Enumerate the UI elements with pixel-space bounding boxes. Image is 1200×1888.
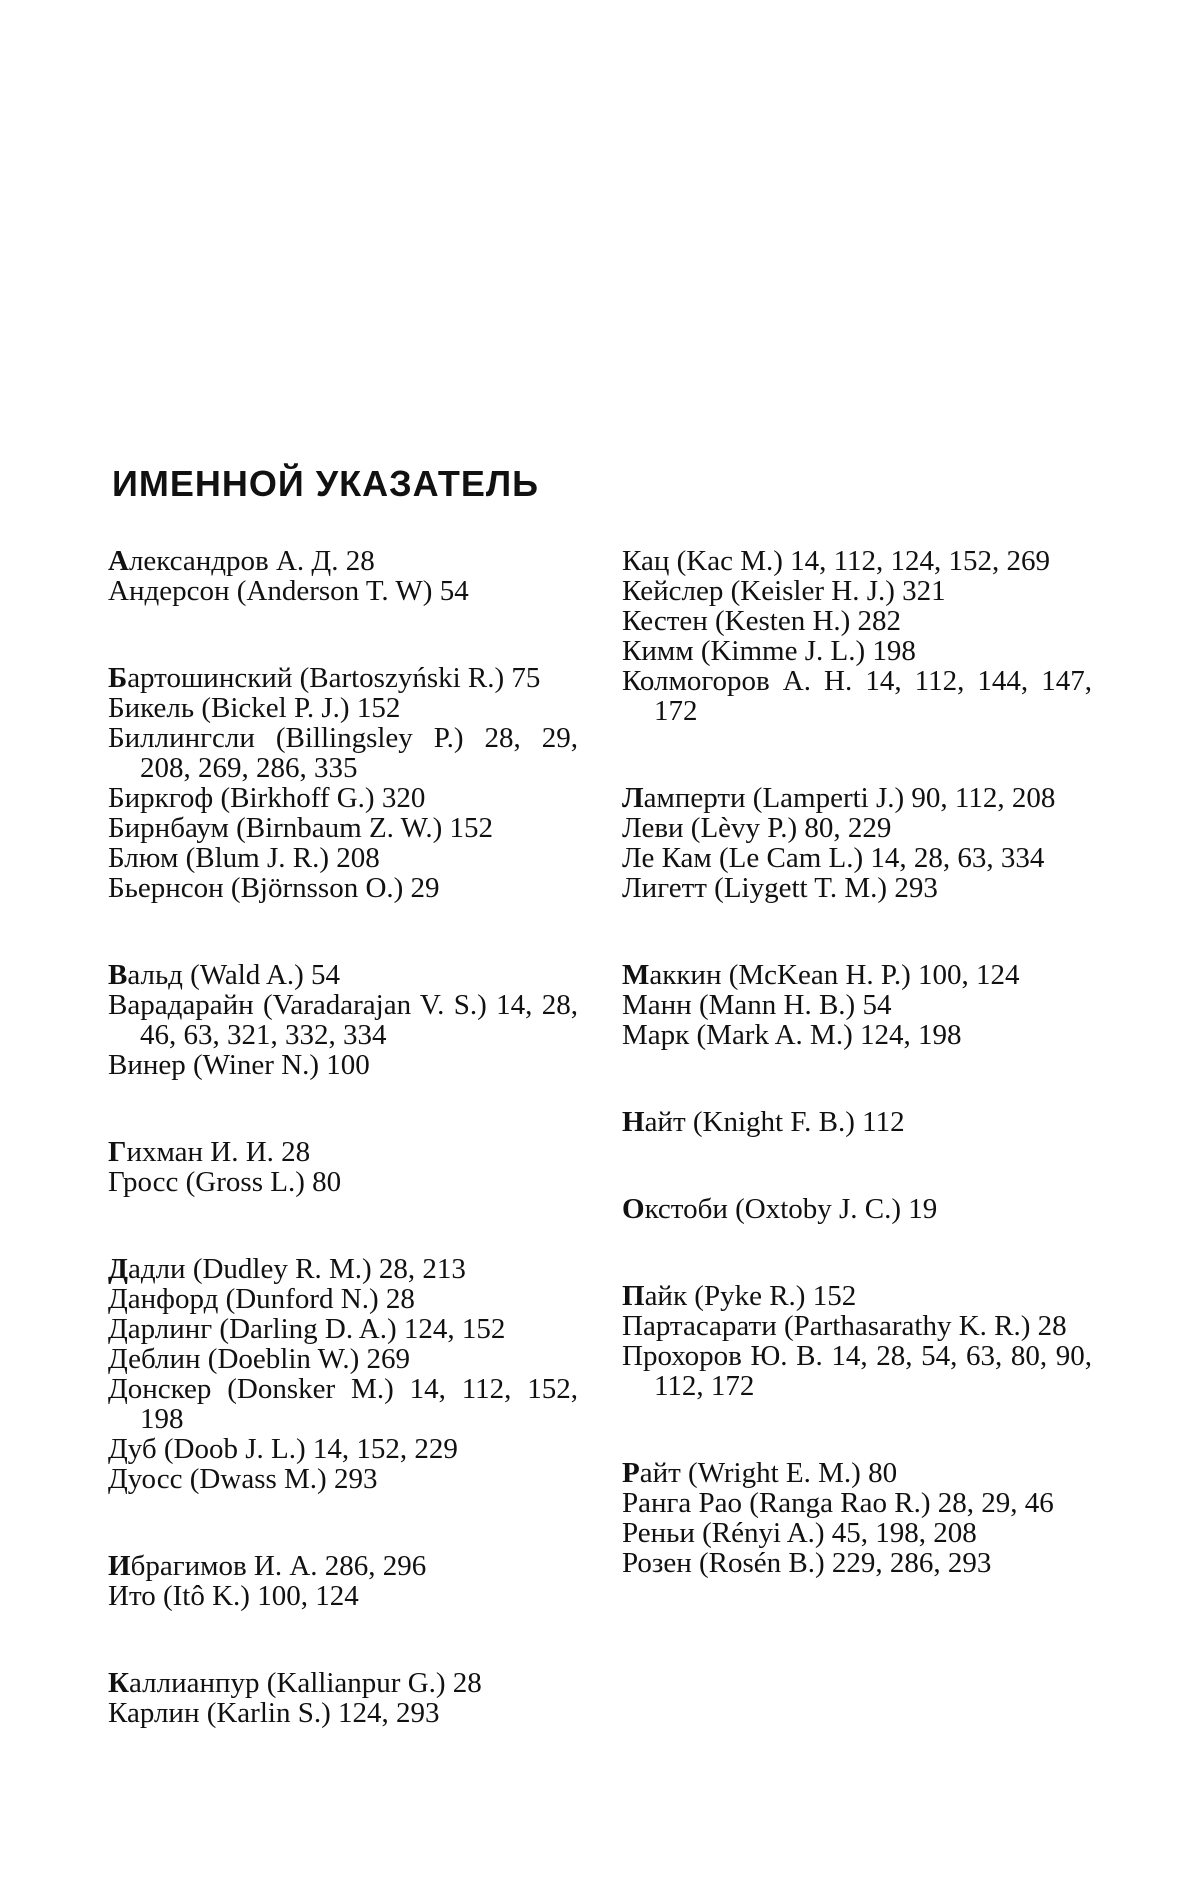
index-entry bbox=[622, 1107, 1092, 1137]
entry-text: Деблин (Doeblin W.) 269 bbox=[108, 1343, 410, 1375]
entry-text: Лигетт (Liygett T. M.) 293 bbox=[622, 872, 938, 904]
entry-initial-letter: Г bbox=[108, 1136, 127, 1168]
index-entry bbox=[108, 1050, 578, 1080]
index-group-Р bbox=[622, 1458, 1092, 1578]
entry-initial-letter: Н bbox=[622, 1106, 645, 1138]
entry-text: Кац (Kac M.) 14, 112, 124, 152, 269 bbox=[622, 545, 1051, 577]
page-title: ИМЕННОЙ УКАЗАТЕЛЬ bbox=[112, 463, 540, 504]
index-entry bbox=[622, 606, 1092, 636]
index-entry bbox=[108, 843, 578, 873]
index-entry bbox=[108, 1581, 578, 1611]
entry-text: Бикель (Bickel P. J.) 152 bbox=[108, 692, 401, 724]
entry-text: аллианпур (Kallianpur G.) 28 bbox=[129, 1667, 482, 1699]
entry-text: артошинский (Bartoszyński R.) 75 bbox=[127, 662, 541, 694]
entry-text: Розен (Rosén B.) 229, 286, 293 bbox=[622, 1547, 992, 1579]
index-entry bbox=[622, 1458, 1092, 1488]
index-entry bbox=[622, 1548, 1092, 1578]
index-entry bbox=[622, 873, 1092, 903]
entry-text: Биркгоф (Birkhoff G.) 320 bbox=[108, 782, 426, 814]
entry-text: Колмогоров А. Н. 14, 112, 144, 147, 172 bbox=[622, 665, 1092, 727]
entry-initial-letter: О bbox=[622, 1193, 645, 1225]
entry-text: Реньи (Rényi A.) 45, 198, 208 bbox=[622, 1517, 977, 1549]
index-entry bbox=[108, 1698, 578, 1728]
entry-text: Кестен (Kesten H.) 282 bbox=[622, 605, 902, 637]
index-entry bbox=[108, 1668, 578, 1698]
index-group-О bbox=[622, 1194, 1092, 1224]
entry-initial-letter: Д bbox=[108, 1253, 128, 1285]
entry-initial-letter: П bbox=[622, 1280, 645, 1312]
index-entry bbox=[108, 1374, 578, 1434]
entry-text: Винер (Winer N.) 100 bbox=[108, 1049, 370, 1081]
index-entry bbox=[622, 1020, 1092, 1050]
index-entry bbox=[622, 636, 1092, 666]
entry-text: айт (Wright E. M.) 80 bbox=[639, 1457, 898, 1489]
index-entry bbox=[108, 1167, 578, 1197]
index-entry bbox=[108, 873, 578, 903]
index-group-И bbox=[108, 1551, 578, 1611]
entry-text: Данфорд (Dunford N.) 28 bbox=[108, 1283, 415, 1315]
entry-text: Прохоров Ю. В. 14, 28, 54, 63, 80, 90, 112, 172 bbox=[622, 1340, 1092, 1402]
index-entry bbox=[622, 1281, 1092, 1311]
entry-initial-letter: И bbox=[108, 1550, 131, 1582]
entry-initial-letter: А bbox=[108, 545, 129, 577]
entry-text: Дуосс (Dwass M.) 293 bbox=[108, 1463, 378, 1495]
entry-text: Карлин (Karlin S.) 124, 293 bbox=[108, 1697, 440, 1729]
index-entry bbox=[108, 990, 578, 1050]
index-entry bbox=[622, 990, 1092, 1020]
entry-text: брагимов И. А. 286, 296 bbox=[130, 1550, 427, 1582]
index-entry bbox=[108, 1344, 578, 1374]
index-entry bbox=[108, 576, 578, 606]
index-entry bbox=[622, 783, 1092, 813]
index-entry bbox=[108, 783, 578, 813]
entry-text: Биллингсли (Billingsley P.) 28, 29, 208, 269, 286, 335 bbox=[108, 722, 578, 784]
index-group-А bbox=[108, 546, 578, 606]
entry-text: Гросс (Gross L.) 80 bbox=[108, 1166, 342, 1198]
index-entry bbox=[108, 1464, 578, 1494]
index-entry bbox=[108, 1284, 578, 1314]
index-entry bbox=[622, 576, 1092, 606]
entry-text: Манн (Mann H. B.) 54 bbox=[622, 989, 892, 1021]
index-entry bbox=[622, 666, 1092, 726]
entry-text: Ито (Itô K.) 100, 124 bbox=[108, 1580, 359, 1612]
entry-text: Дуб (Doob J. L.) 14, 152, 229 bbox=[108, 1433, 458, 1465]
entry-text: Леви (Lèvy P.) 80, 229 bbox=[622, 812, 892, 844]
index-entry bbox=[108, 813, 578, 843]
entry-text: кстоби (Oxtoby J. C.) 19 bbox=[644, 1193, 938, 1225]
index-column-left bbox=[108, 546, 578, 1785]
entry-text: Ранга Рао (Ranga Rao R.) 28, 29, 46 bbox=[622, 1487, 1054, 1519]
index-entry bbox=[108, 1434, 578, 1464]
index-entry bbox=[108, 723, 578, 783]
entry-text: Донскер (Donsker M.) 14, 112, 152, 198 bbox=[108, 1373, 578, 1435]
entry-text: адли (Dudley R. M.) 28, 213 bbox=[127, 1253, 466, 1285]
index-entry bbox=[108, 693, 578, 723]
entry-text: аккин (McKean H. P.) 100, 124 bbox=[649, 959, 1020, 991]
index-entry bbox=[622, 546, 1092, 576]
index-group-В bbox=[108, 960, 578, 1080]
entry-text: Бирнбаум (Birnbaum Z. W.) 152 bbox=[108, 812, 494, 844]
entry-text: Дарлинг (Darling D. A.) 124, 152 bbox=[108, 1313, 506, 1345]
index-group-М bbox=[622, 960, 1092, 1050]
index-entry bbox=[622, 1311, 1092, 1341]
entry-text: айт (Knight F. B.) 112 bbox=[644, 1106, 905, 1138]
index-group-К bbox=[622, 546, 1092, 726]
entry-text: альд (Wald A.) 54 bbox=[127, 959, 341, 991]
entry-initial-letter: М bbox=[622, 959, 650, 991]
entry-text: Кейслер (Keisler H. J.) 321 bbox=[622, 575, 946, 607]
entry-text: Кимм (Kimme J. L.) 198 bbox=[622, 635, 916, 667]
index-group-Н bbox=[622, 1107, 1092, 1137]
entry-text: Партасарати (Parthasarathy K. R.) 28 bbox=[622, 1310, 1067, 1342]
entry-text: Марк (Mark A. M.) 124, 198 bbox=[622, 1019, 962, 1051]
index-group-П bbox=[622, 1281, 1092, 1401]
index-column-right bbox=[622, 546, 1092, 1635]
entry-initial-letter: К bbox=[108, 1667, 130, 1699]
index-entry bbox=[622, 813, 1092, 843]
entry-text: ихман И. И. 28 bbox=[126, 1136, 311, 1168]
index-group-Г bbox=[108, 1137, 578, 1197]
entry-text: лександров А. Д. 28 bbox=[128, 545, 375, 577]
index-entry bbox=[622, 1488, 1092, 1518]
index-entry bbox=[622, 1341, 1092, 1401]
entry-text: амперти (Lamperti J.) 90, 112, 208 bbox=[643, 782, 1056, 814]
entry-text: Ле Кам (Le Cam L.) 14, 28, 63, 334 bbox=[622, 842, 1045, 874]
index-entry bbox=[622, 1194, 1092, 1224]
index-group-Б bbox=[108, 663, 578, 903]
index-entry bbox=[108, 1551, 578, 1581]
entry-initial-letter: Л bbox=[622, 782, 644, 814]
entry-text: Андерсон (Anderson T. W) 54 bbox=[108, 575, 469, 607]
index-entry bbox=[622, 1518, 1092, 1548]
index-entry bbox=[622, 843, 1092, 873]
entry-text: Варадарайн (Varadarajan V. S.) 14, 28, 46, 63, 321, 332, 334 bbox=[108, 989, 578, 1051]
index-entry bbox=[108, 1254, 578, 1284]
index-entry bbox=[108, 1314, 578, 1344]
index-entry bbox=[108, 546, 578, 576]
index-entry bbox=[622, 960, 1092, 990]
index-entry bbox=[108, 663, 578, 693]
index-group-К bbox=[108, 1668, 578, 1728]
entry-text: Бьернсон (Björnsson O.) 29 bbox=[108, 872, 440, 904]
entry-text: айк (Pyke R.) 152 bbox=[644, 1280, 857, 1312]
entry-text: Блюм (Blum J. R.) 208 bbox=[108, 842, 380, 874]
entry-initial-letter: В bbox=[108, 959, 128, 991]
index-group-Д bbox=[108, 1254, 578, 1494]
entry-initial-letter: Р bbox=[622, 1457, 640, 1489]
index-entry bbox=[108, 1137, 578, 1167]
index-group-Л bbox=[622, 783, 1092, 903]
index-entry bbox=[108, 960, 578, 990]
entry-initial-letter: Б bbox=[108, 662, 128, 694]
